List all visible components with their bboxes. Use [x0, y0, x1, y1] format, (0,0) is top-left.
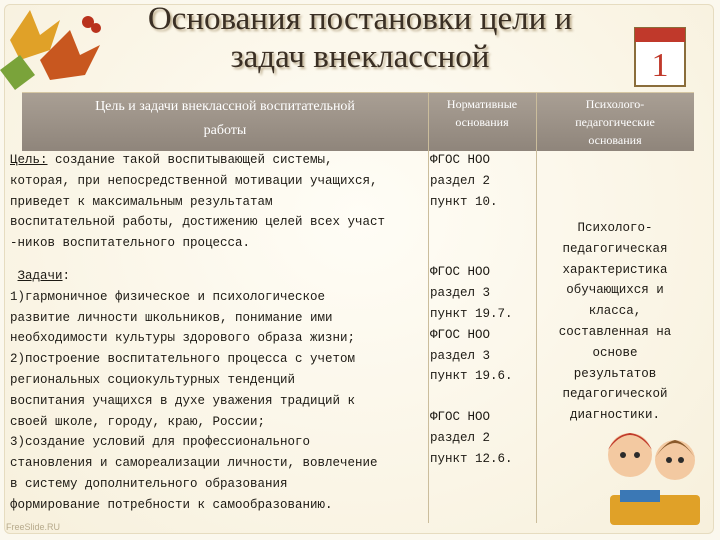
- table-header-row: [22, 93, 694, 151]
- header-norms-line-1: Нормативные: [446, 97, 518, 111]
- norm-4-section: раздел 2: [430, 430, 491, 445]
- psych-line-3: обучающихся и: [566, 283, 664, 298]
- header-norms: [428, 93, 536, 131]
- goal-line-0: [10, 150, 408, 171]
- norm-4-item: пункт 12.6.: [430, 451, 513, 466]
- norm-2-item: пункт 19.7.: [430, 306, 513, 321]
- header-psych: [536, 93, 694, 149]
- task-line-2: необходимости культуры здорового образа жизни;: [10, 331, 356, 346]
- psych-line-1: педагогическая: [562, 241, 668, 256]
- goal-text-0: создание такой воспитывающей системы,: [47, 153, 333, 167]
- task-line-7: 3)создание условий для профессионального: [10, 435, 311, 450]
- norm-3-item: пункт 19.6.: [430, 369, 513, 384]
- header-norms-line-2: основания: [455, 115, 509, 129]
- task-line-8: становления и самореализации личности, вовлечение: [10, 456, 378, 471]
- psych-column: [540, 218, 690, 426]
- goals-column: [10, 150, 408, 516]
- task-line-3: 2)построение воспитательного процесса с учетом: [10, 352, 356, 367]
- norm-1-item: пункт 10.: [430, 194, 498, 209]
- norm-block-2: [430, 262, 530, 324]
- psych-line-7: результатов: [573, 366, 657, 381]
- psych-line-9: диагностики.: [569, 408, 660, 423]
- norm-1-section: раздел 2: [430, 173, 491, 188]
- norm-2-standard: ФГОС НОО: [430, 265, 491, 280]
- task-line-5: воспитания учащихся в духе уважения традиций к: [10, 393, 356, 408]
- norm-3-section: раздел 3: [430, 348, 491, 363]
- task-line-10: формирование потребности к самообразованию.: [10, 497, 333, 512]
- column-divider-1: [428, 93, 429, 523]
- norm-1-standard: ФГОС НОО: [430, 153, 491, 167]
- norm-block-4: [430, 407, 530, 469]
- norm-2-section: раздел 3: [430, 286, 491, 301]
- header-psych-line-2: педагогические: [575, 115, 655, 129]
- goal-line-2: приведет к максимальным результатам: [10, 194, 273, 209]
- norm-3-standard: ФГОС НОО: [430, 327, 491, 342]
- task-line-1: развитие личности школьников, понимание ими: [10, 310, 333, 325]
- norm-4-standard: ФГОС НОО: [430, 410, 491, 425]
- calendar-digit: 1: [651, 47, 669, 84]
- psych-line-4: класса,: [588, 304, 642, 319]
- watermark: FreeSlide.RU: [6, 522, 61, 532]
- header-goals: [22, 93, 428, 143]
- tasks-colon: :: [62, 268, 71, 283]
- title-line-2: задач внеклассной: [230, 39, 490, 75]
- psych-line-2: характеристика: [562, 262, 668, 277]
- task-line-9: в систему дополнительного образования: [10, 476, 288, 491]
- psych-line-0: Психолого-: [577, 221, 653, 235]
- psych-line-5: составленная на: [558, 324, 672, 339]
- children-illustration: [590, 400, 710, 530]
- psych-line-6: основе: [592, 345, 638, 360]
- goal-line-3: воспитательной работы, достижению целей всех участ: [10, 215, 386, 230]
- header-goals-line-2: работы: [203, 123, 247, 138]
- psych-line-8: педагогической: [562, 387, 668, 402]
- norms-column: [430, 150, 530, 470]
- header-psych-line-3: основания: [588, 133, 642, 147]
- goal-line-1: которая, при непосредственной мотивации учащихся,: [10, 173, 378, 188]
- task-line-4: региональных социокультурных тенденций: [10, 372, 296, 387]
- tasks-label: Задачи: [17, 268, 63, 283]
- norm-block-1: [430, 150, 530, 212]
- norm-block-3: [430, 325, 530, 387]
- goal-line-4: -ников воспитательного процесса.: [10, 236, 251, 251]
- tasks-heading: [10, 266, 408, 287]
- header-psych-line-1: Психолого-: [585, 97, 645, 111]
- header-goals-line-1: Цель и задачи внеклассной воспитательной: [95, 99, 355, 114]
- title-line-1: Основания постановки цели и: [147, 1, 573, 37]
- page-title: [60, 0, 660, 76]
- task-line-6: своей школе, городу, краю, России;: [10, 414, 266, 429]
- goal-label: Цель:: [10, 153, 48, 167]
- task-line-0: 1)гармоничное физическое и психологическое: [10, 289, 326, 304]
- column-divider-2: [536, 93, 537, 523]
